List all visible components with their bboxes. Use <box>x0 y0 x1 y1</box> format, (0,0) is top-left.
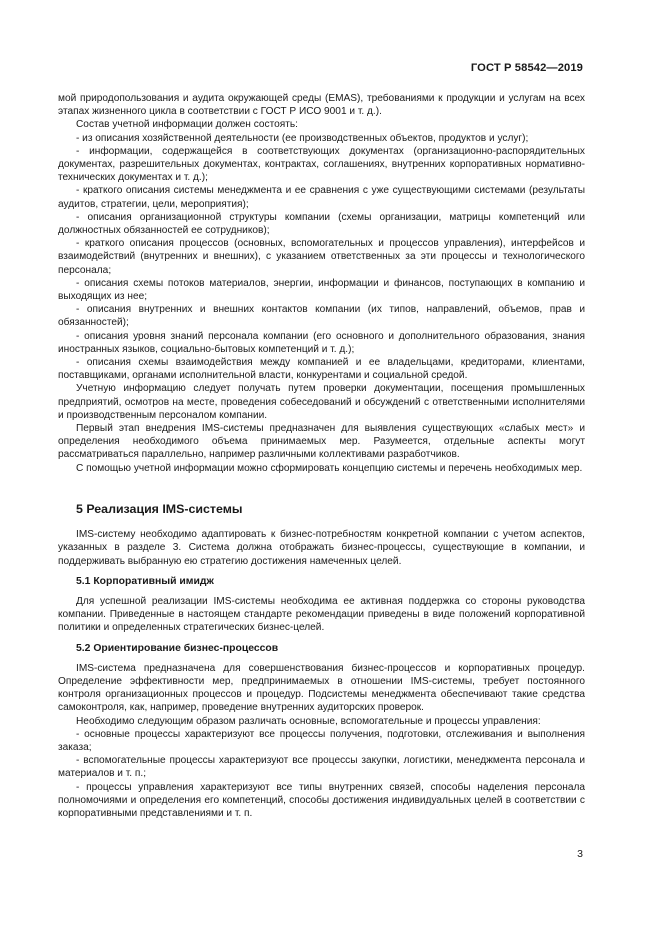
paragraph: С помощью учетной информации можно сформировать концепцию системы и перечень необходимых мер. <box>76 462 583 474</box>
list-item: - процессы управления характеризуют все типы внутренних связей, способы наделения персонала полномочиями и определения его компетенций, способы достижения индивидуальных целей в соответствии с корпоративными представлениями и т. п. <box>58 781 585 819</box>
list-item: - описания схемы потоков материалов, энергии, информации и финансов, поступающих в компанию и выходящих из нее; <box>58 277 585 303</box>
paragraph: IMS-систему необходимо адаптировать к бизнес-потребностям конкретной компании с учетом аспектов, указанных в разделе 3. Система должна отображать бизнес-процессы, существующие в компании, и поддерживать выбранную ею стратегию достижения намеченных целей. <box>58 529 585 567</box>
list-item: - описания внутренних и внешних контактов компании (их типов, направлений, объемов, прав и обязанностей); <box>58 304 585 329</box>
list-item: - информации, содержащейся в соответствующих документах (организационно-распорядительных документах, разрешительных документах, контрактах, соглашениях, внутренних корпоративных нормативно-технических документах и т. д.); <box>58 145 585 184</box>
document-body <box>58 92 585 820</box>
list-item: - из описания хозяйственной деятельности (ее производственных объектов, продуктов и услуг); <box>76 132 529 144</box>
paragraph: Первый этап внедрения IMS-системы предназначен для выявления существующих «слабых мест» и определения необходимого объема принимаемых мер. Разумеется, отдельные аспекты могут рассматриваться параллельно, например различными коллективами разработчиков. <box>58 423 585 461</box>
list-item: - описания схемы взаимодействия между компанией и ее владельцами, кредиторами, клиентами, поставщиками, органами исполнительной власти, конкурентами и социальной средой. <box>58 357 585 382</box>
page-number: 3 <box>577 848 583 860</box>
list-item: - описания уровня знаний персонала компании (его основного и дополнительного образования, знания иностранных языков, социально-бытовых компетенций и т. д.); <box>58 330 585 355</box>
paragraph: Для успешной реализации IMS-системы необходима ее активная поддержка со стороны руководства компании. Приведенные в настоящем стандарте рекомендации приведены в виде положений корпоративной политики и определенных стратегических бизнес-целей. <box>58 595 585 634</box>
paragraph: IMS-система предназначена для совершенствования бизнес-процессов и корпоративных процедур. Определение эффективности мер, предпринимаемых в отношении IMS-системы, требует постоянного контроля организационных процессов и процедур. Подсистемы менеджмента обеспечивают такие средства самоконтроля, как, например, проведение внутренних аудиторских проверок. <box>58 662 585 714</box>
paragraph: Состав учетной информации должен состоять: <box>76 119 298 131</box>
subsection-heading: 5.2 Ориентирование бизнес-процессов <box>76 642 279 654</box>
paragraph: мой природопользования и аудита окружающей среды (EMAS), требованиями к продукции и услугам на всех этапах жизненного цикла в соответствии с ГОСТ Р ИСО 9001 и т. д.). <box>58 93 585 118</box>
list-item: - основные процессы характеризуют все процессы получения, подготовки, отслеживания и выполнения заказа; <box>58 728 585 753</box>
section-heading: 5 Реализация IMS-системы <box>76 501 243 516</box>
list-item: - краткого описания системы менеджмента и ее сравнения с уже существующими системами (результаты аудитов, стратегии, цели, мероприятия); <box>58 185 585 210</box>
list-item: - краткого описания процессов (основных, вспомогательных и процессов управления), интерфейсов и взаимодействий (внутренних и внешних), с указанием ответственных за эти процессы и технологического персонала; <box>58 238 585 276</box>
list-item: - описания организационной структуры компании (схемы организации, матрицы компетенций или должностных обязанностей ее сотрудников); <box>58 211 585 237</box>
paragraph: Необходимо следующим образом различать основные, вспомогательные и процессы управления: <box>76 715 541 727</box>
paragraph: Учетную информацию следует получать путем проверки документации, посещения промышленных предприятий, осмотров на месте, проведения собеседований и обсуждений с ответственными исполнителями и производственным персоналом компании. <box>58 383 585 421</box>
subsection-heading: 5.1 Корпоративный имидж <box>76 575 214 587</box>
document-code: ГОСТ Р 58542—2019 <box>470 62 583 74</box>
list-item: - вспомогательные процессы характеризуют все процессы закупки, логистики, менеджмента персонала и материалов и т. п.; <box>58 755 585 780</box>
